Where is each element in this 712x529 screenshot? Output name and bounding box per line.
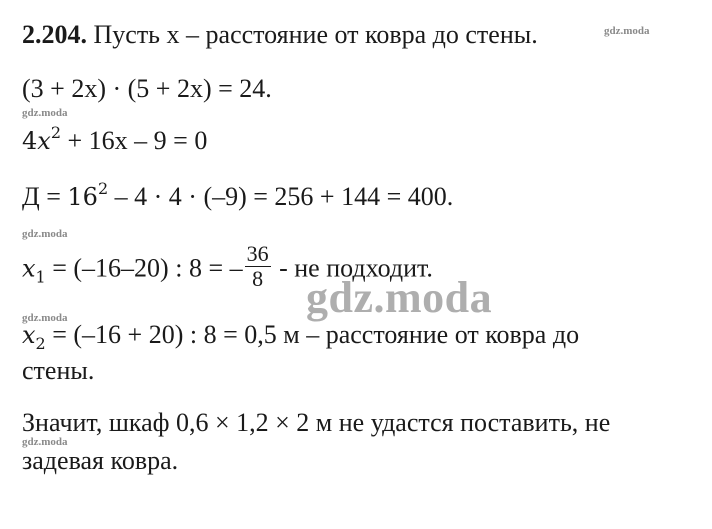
problem-header	[22, 20, 538, 50]
x2-sub: 2	[35, 334, 46, 353]
watermark-top-right: gdz.moda	[604, 25, 650, 37]
disc-rest: – 4 · 4 · (–9) = 256 + 144 = 400.	[108, 182, 454, 211]
disc-exp: 2	[97, 179, 109, 198]
x1-expr: = (–16–20) : 8 = –	[45, 253, 243, 283]
watermark-left-2: gdz.moda	[22, 228, 68, 240]
x2-expr: = (–16 + 20) : 8 = 0,5 м – расстояние от ковра до	[45, 320, 580, 349]
watermark-center: gdz.moda	[306, 273, 493, 322]
disc-base: 16	[67, 183, 98, 211]
watermark-left-3: gdz.moda	[22, 312, 68, 324]
equation-2	[22, 123, 208, 156]
eq2-var: x	[37, 127, 51, 155]
conclusion-line-2: задевая ковра.	[22, 446, 179, 475]
x1-var: x	[22, 254, 36, 283]
x1-frac-den: 8	[252, 266, 264, 291]
x1-frac-num: 36	[246, 241, 269, 266]
eq2-coef: 4	[22, 127, 38, 155]
discriminant-line	[22, 179, 454, 212]
x2-line	[22, 320, 580, 353]
problem-intro: Пусть х – расстояние от ковра до стены.	[93, 20, 538, 49]
x1-note: - не подходит.	[272, 253, 433, 283]
equation-1: (3 + 2x) · (5 + 2x) = 24.	[22, 74, 272, 103]
watermark-left-1: gdz.moda	[22, 107, 68, 119]
x2-var: x	[22, 321, 36, 349]
x1-fraction	[245, 243, 271, 290]
conclusion-line-1: Значит, шкаф 0,6 × 1,2 × 2 м не удастся поставить, не	[22, 408, 611, 437]
problem-number: 2.204.	[22, 20, 87, 49]
eq2-rest: + 16x – 9 = 0	[61, 126, 208, 155]
disc-label: Д =	[22, 182, 68, 211]
x1-sub: 1	[35, 267, 46, 287]
x2-continuation: стены.	[22, 356, 95, 385]
eq2-exp: 2	[50, 123, 62, 142]
watermark-left-4: gdz.moda	[22, 436, 68, 448]
